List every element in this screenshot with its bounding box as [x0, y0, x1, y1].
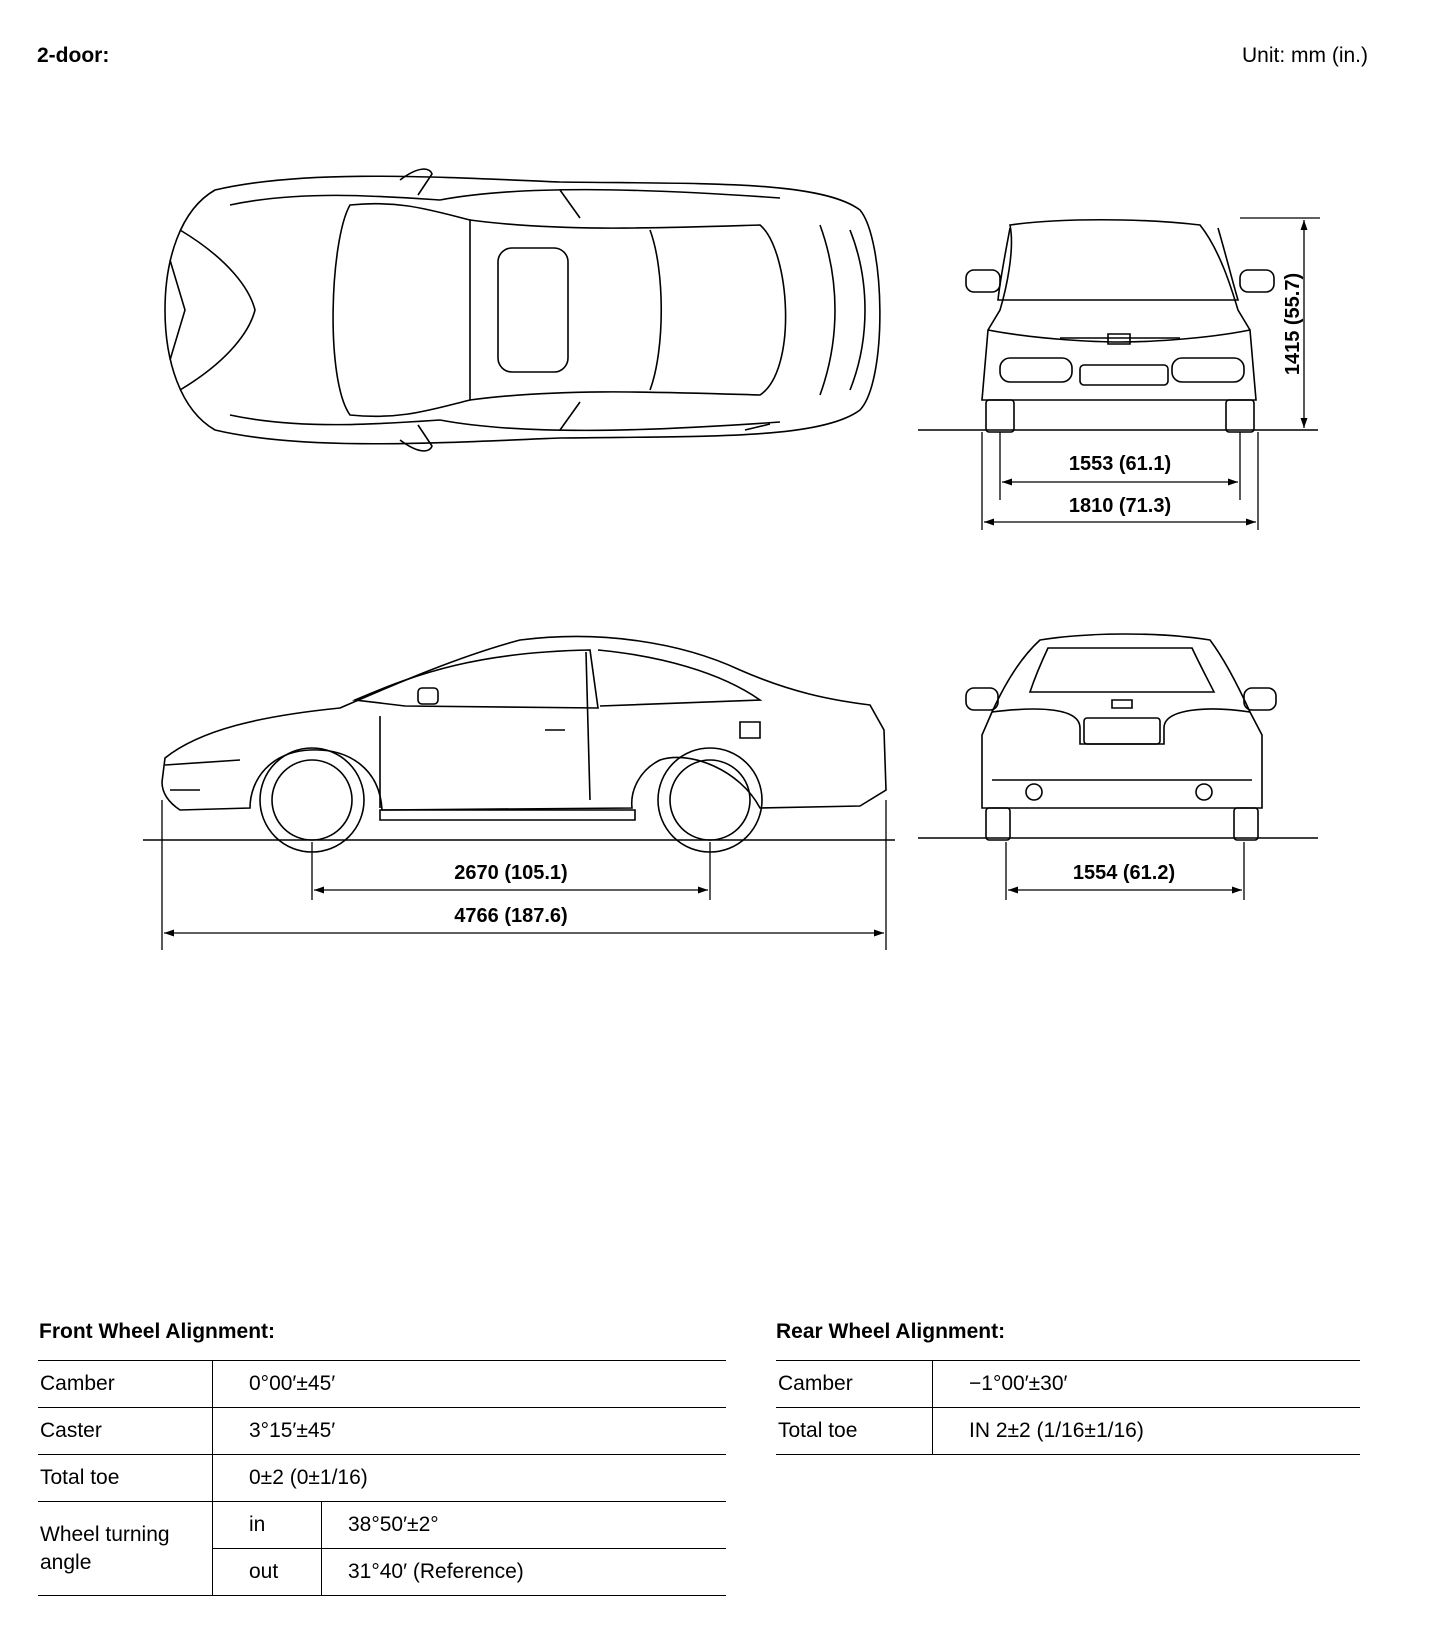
overall-length-dimension-label: 4766 (187.6)	[454, 905, 568, 927]
caster-value: 3°15′±45′	[249, 1419, 336, 1442]
caster-label: Caster	[38, 1408, 213, 1455]
rear-alignment-table	[776, 1360, 1360, 1455]
rear-camber-label: Camber	[776, 1361, 933, 1408]
table-row	[38, 1502, 726, 1549]
turning-in-label: in	[213, 1502, 322, 1549]
table-row	[38, 1455, 726, 1502]
front-track-dimension-label: 1553 (61.1)	[1068, 453, 1172, 475]
car-top-view	[165, 169, 880, 451]
front-alignment-table	[38, 1360, 726, 1596]
wheel-turning-angle-label: Wheel turning angle	[38, 1502, 213, 1596]
height-dimension-label: 1415 (55.7)	[1282, 272, 1304, 376]
rear-track-dimension-label: 1554 (61.2)	[1072, 862, 1176, 884]
turning-out-value: 31°40′ (Reference)	[348, 1560, 524, 1583]
overall-width-dimension-label: 1810 (71.3)	[1068, 495, 1172, 517]
front-alignment-title: Front Wheel Alignment:	[39, 1320, 276, 1343]
car-rear-view	[918, 634, 1318, 840]
car-side-view	[143, 637, 895, 852]
turning-in-value: 38°50′±2°	[348, 1513, 439, 1536]
car-front-view	[918, 220, 1318, 432]
table-row	[776, 1408, 1360, 1455]
rear-alignment-title: Rear Wheel Alignment:	[776, 1320, 1006, 1343]
wheelbase-dimension-label: 2670 (105.1)	[454, 862, 568, 884]
turning-out-label: out	[213, 1549, 322, 1596]
camber-label: Camber	[38, 1361, 213, 1408]
table-row	[38, 1361, 726, 1408]
unit-label: Unit: mm (in.)	[1242, 44, 1368, 67]
camber-value: 0°00′±45′	[249, 1372, 336, 1395]
table-row	[38, 1408, 726, 1455]
page-title: 2-door:	[37, 44, 110, 67]
total-toe-value: 0±2 (0±1/16)	[249, 1466, 368, 1489]
rear-total-toe-value: IN 2±2 (1/16±1/16)	[969, 1419, 1144, 1442]
rear-total-toe-label: Total toe	[776, 1408, 933, 1455]
table-row	[776, 1361, 1360, 1408]
rear-camber-value: −1°00′±30′	[969, 1372, 1068, 1395]
total-toe-label: Total toe	[38, 1455, 213, 1502]
